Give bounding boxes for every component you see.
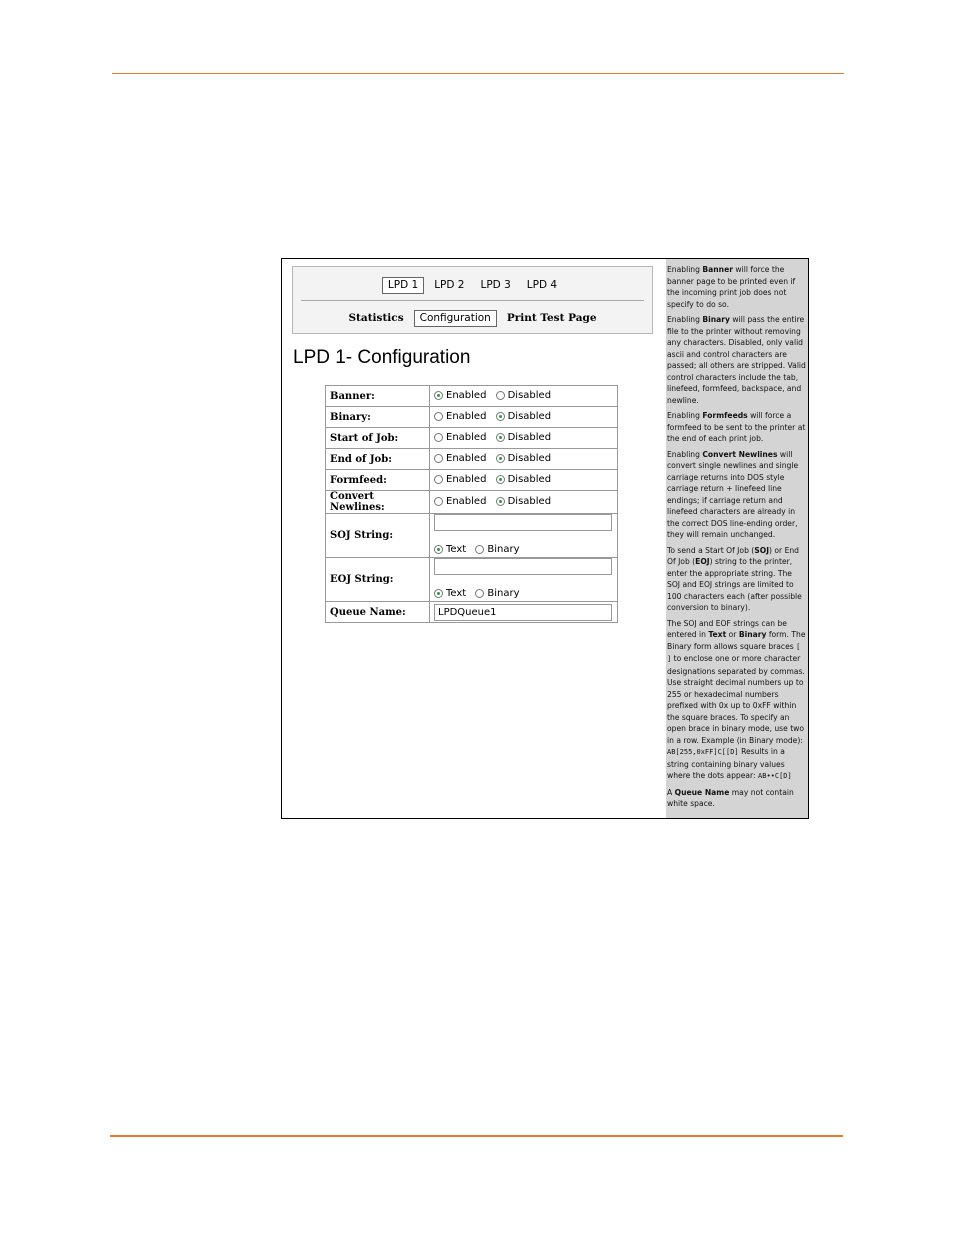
tab-configuration[interactable]: Configuration — [414, 310, 497, 327]
footer-rule — [110, 1135, 843, 1137]
radio-label: Disabled — [507, 431, 552, 443]
radio-selected-icon — [496, 412, 505, 421]
soj-string-cell — [430, 514, 618, 558]
radio-label: Enabled — [446, 431, 487, 443]
binary-label: Binary: — [326, 407, 430, 428]
convert-newlines-disabled-radio[interactable] — [496, 496, 551, 507]
banner-options — [430, 386, 618, 407]
formfeed-enabled-radio[interactable] — [434, 474, 486, 485]
eoj-string-cell — [430, 558, 618, 602]
radio-selected-icon — [496, 497, 505, 506]
nav-divider — [301, 300, 644, 301]
start-of-job-label: Start of Job: — [326, 428, 430, 449]
binary-options — [430, 407, 618, 428]
help-banner: Enabling Banner will force the banner page to be printed even if the incoming print job does not specify to do so. — [667, 265, 796, 309]
binary-disabled-radio[interactable] — [496, 411, 551, 422]
table-row — [326, 514, 618, 558]
end-of-job-enabled-radio[interactable] — [434, 453, 486, 464]
help-convert-newlines: Enabling Convert Newlines will convert single newlines and single carriage returns into DOS style carriage return + linefeed line endings; if carriage return and linefeed characters are already in the correct DOS line-ending order, they will remain unchanged. — [667, 449, 799, 539]
radio-empty-icon — [496, 391, 505, 400]
soj-binary-radio[interactable] — [475, 544, 519, 555]
help-formfeeds: Enabling Formfeeds will force a formfeed to be sent to the printer at the end of each print job. — [667, 411, 806, 443]
tab-print-test-page[interactable]: Print Test Page — [506, 312, 597, 324]
soj-string-label: SOJ String: — [326, 514, 430, 558]
formfeed-label: Formfeed: — [326, 470, 430, 491]
start-of-job-disabled-radio[interactable] — [496, 432, 551, 443]
help-string-forms: The SOJ and EOF strings can be entered in Text or Binary form. The Binary form allows square braces [ ] to enclose one or more character designations separated by commas. Use straight decimal numbers up to 255 or hexadecimal numbers prefixed with 0x up to 0xFF within the square braces. To specify an open brace in binary mode, use two in a row. Example (in Binary mode): AB[255,0xFF]C[[D] Results in a string containing binary values where the dots appear: AB••C[D] — [667, 618, 806, 780]
table-row — [326, 470, 618, 491]
radio-empty-icon — [434, 454, 443, 463]
nav-box — [292, 266, 653, 334]
radio-selected-icon — [434, 589, 443, 598]
convert-newlines-options — [430, 491, 618, 514]
radio-label: Disabled — [507, 389, 552, 401]
table-row — [326, 491, 618, 514]
radio-empty-icon — [434, 412, 443, 421]
tab-statistics[interactable]: Statistics — [348, 312, 404, 324]
table-row — [326, 407, 618, 428]
table-row — [326, 449, 618, 470]
radio-label: Disabled — [507, 410, 552, 422]
page-title: LPD 1- Configuration — [293, 347, 471, 368]
banner-disabled-radio[interactable] — [496, 390, 551, 401]
eoj-binary-radio[interactable] — [475, 588, 519, 599]
table-row — [326, 428, 618, 449]
formfeed-options — [430, 470, 618, 491]
queue-name-input[interactable] — [434, 604, 612, 621]
eoj-string-input[interactable] — [434, 558, 612, 575]
radio-selected-icon — [496, 454, 505, 463]
lpd-config-window — [281, 258, 809, 819]
radio-empty-icon — [475, 589, 484, 598]
radio-empty-icon — [434, 497, 443, 506]
table-row — [326, 602, 618, 623]
soj-text-radio[interactable] — [434, 544, 466, 555]
radio-empty-icon — [434, 475, 443, 484]
table-row — [326, 386, 618, 407]
lpd-tab-row — [293, 277, 652, 294]
start-of-job-enabled-radio[interactable] — [434, 432, 486, 443]
banner-enabled-radio[interactable] — [434, 390, 486, 401]
radio-label: Disabled — [507, 452, 552, 464]
radio-label: Disabled — [507, 473, 552, 485]
radio-label: Enabled — [446, 452, 487, 464]
radio-label: Enabled — [446, 410, 487, 422]
help-panel — [666, 259, 808, 818]
queue-name-label: Queue Name: — [326, 602, 430, 623]
radio-label: Enabled — [446, 495, 487, 507]
convert-newlines-enabled-radio[interactable] — [434, 496, 486, 507]
tab-lpd-2[interactable]: LPD 2 — [434, 279, 465, 291]
end-of-job-options — [430, 449, 618, 470]
radio-label: Enabled — [446, 389, 487, 401]
soj-string-input[interactable] — [434, 514, 612, 531]
end-of-job-label: End of Job: — [326, 449, 430, 470]
radio-label: Disabled — [507, 495, 552, 507]
start-of-job-options — [430, 428, 618, 449]
radio-label: Binary — [487, 588, 520, 599]
main-panel — [282, 259, 666, 818]
radio-selected-icon — [496, 433, 505, 442]
radio-selected-icon — [434, 391, 443, 400]
header-rule — [112, 73, 844, 74]
eoj-string-label: EOJ String: — [326, 558, 430, 602]
tab-lpd-3[interactable]: LPD 3 — [480, 279, 511, 291]
tab-lpd-4[interactable]: LPD 4 — [526, 279, 558, 291]
convert-newlines-label: Convert Newlines: — [326, 491, 430, 514]
soj-mode-options — [434, 544, 613, 557]
binary-enabled-radio[interactable] — [434, 411, 486, 422]
radio-label: Enabled — [446, 473, 487, 485]
radio-selected-icon — [434, 545, 443, 554]
config-table — [325, 385, 618, 623]
eoj-mode-options — [434, 588, 613, 601]
radio-empty-icon — [475, 545, 484, 554]
radio-label: Text — [446, 588, 467, 599]
banner-label: Banner: — [326, 386, 430, 407]
radio-empty-icon — [434, 433, 443, 442]
tab-lpd-1[interactable]: LPD 1 — [382, 277, 424, 294]
help-soj-eoj: To send a Start Of Job (SOJ) or End Of Job (EOJ) string to the printer, enter the appropriate string. The SOJ and EOJ strings are limited to 100 characters each (after possible conversion to binary). — [667, 545, 802, 612]
radio-label: Binary — [487, 544, 520, 555]
radio-selected-icon — [496, 475, 505, 484]
queue-name-cell — [430, 602, 618, 623]
table-row — [326, 558, 618, 602]
formfeed-disabled-radio[interactable] — [496, 474, 551, 485]
eoj-text-radio[interactable] — [434, 588, 466, 599]
radio-label: Text — [446, 544, 467, 555]
sub-tab-row — [293, 310, 652, 327]
help-queue-name: A Queue Name may not contain white space. — [667, 787, 794, 808]
end-of-job-disabled-radio[interactable] — [496, 453, 551, 464]
help-binary: Enabling Binary will pass the entire file to the printer without removing any characters. Disabled, only valid ascii and control characters are passed; all others are stripped. Valid control characters include the tab, linefeed, formfeed, backspace, and newline. — [667, 315, 806, 405]
